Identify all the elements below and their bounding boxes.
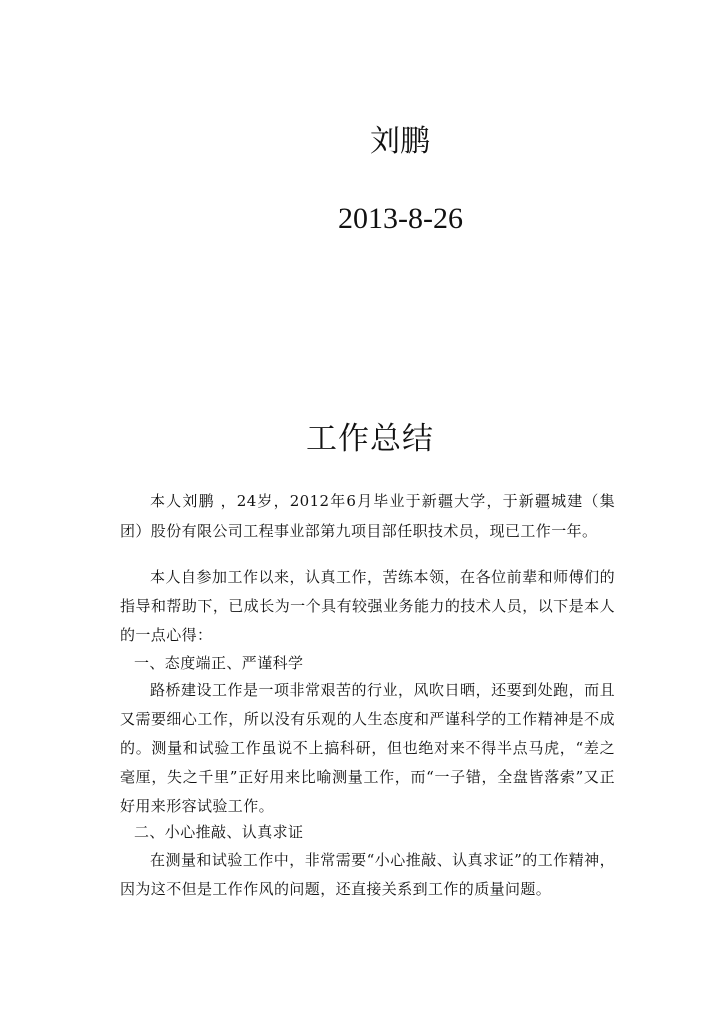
paragraph-attitude: 路桥建设工作是一项非常艰苦的行业，风吹日晒，还要到处跑，而且又需要细心工作，所以没有乐观的人生态度和严谨科学的工作精神是不成的。测量和试验工作虽说不上搞科研，但也绝对来不得半点马虎，“差之毫厘，失之千里”正好用来比喻测量工作，而“一子错，全盘皆落索”又正好用来形容试验工作。 bbox=[120, 681, 615, 815]
document-title: 工作总结 bbox=[306, 421, 434, 457]
section-heading-careful: 二、小心推敲、认真求证 bbox=[134, 823, 304, 841]
section-heading-attitude: 一、态度端正、严谨科学 bbox=[134, 654, 304, 672]
paragraph-intro: 本人刘鹏 ，24岁，2012年6月毕业于新疆大学，于新疆城建（集团）股份有限公司工程事业部第九项目部任职技术员，现已工作一年。 bbox=[120, 492, 615, 540]
document-date: 2013-8-26 bbox=[338, 202, 463, 235]
paragraph-careful: 在测量和试验工作中，非常需要“小心推敲、认真求证”的工作精神，因为这不但是工作作风的问题，还直接关系到工作的质量问题。 bbox=[120, 851, 615, 898]
author-name: 刘鹏 bbox=[370, 124, 430, 159]
paragraph-join: 本人自参加工作以来，认真工作，苦练本领，在各位前辈和师傅们的指导和帮助下，已成长为一个具有较强业务能力的技术人员，以下是本人的一点心得： bbox=[120, 568, 615, 644]
